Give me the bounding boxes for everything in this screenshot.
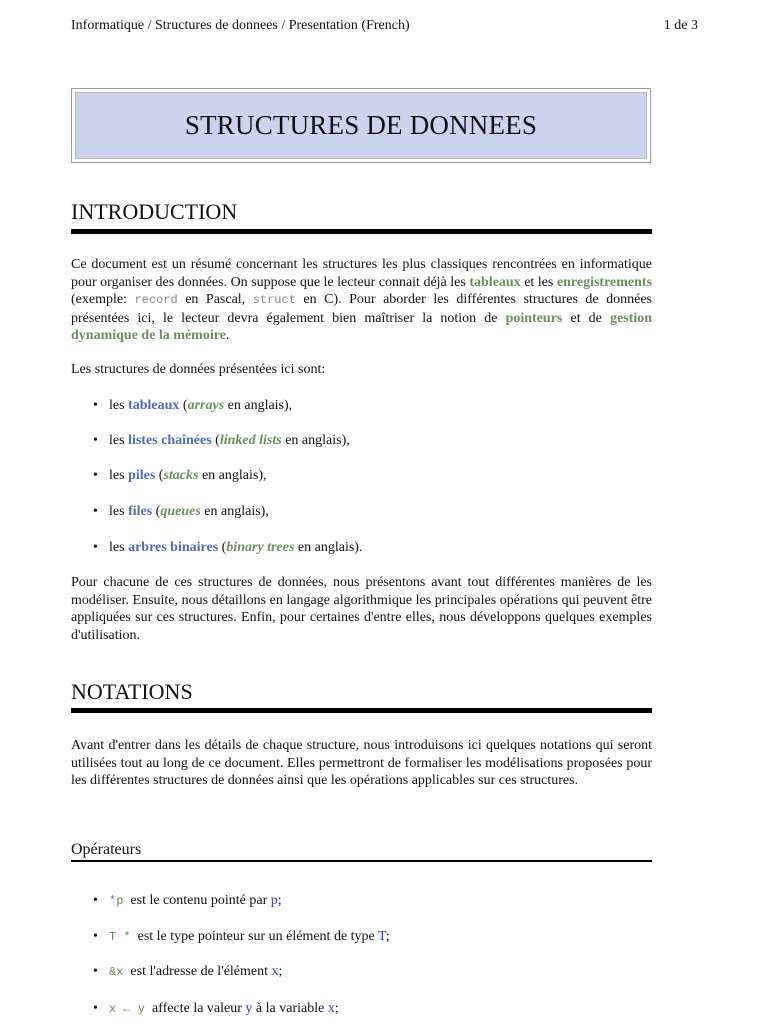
keyword-tableaux: tableaux	[469, 274, 521, 290]
text: en anglais).	[294, 540, 363, 555]
text: (	[155, 468, 164, 483]
text: est le contenu pointé par	[130, 893, 271, 908]
text: ;	[278, 964, 283, 979]
keyword-pointeurs: pointeurs	[505, 310, 563, 326]
list-item	[93, 539, 362, 557]
english-term: queues	[160, 504, 201, 519]
keyword-enregistrements: enregistrements	[556, 274, 653, 290]
text: en anglais),	[198, 468, 267, 483]
english-term: stacks	[163, 468, 199, 483]
structures-intro: Les structures de données présentées ici sont:	[71, 362, 326, 377]
operator-code: *p	[109, 894, 124, 908]
code-record: record	[134, 293, 178, 307]
variable: p	[270, 893, 278, 908]
text: (	[152, 504, 161, 519]
code-struct: struct	[252, 293, 296, 307]
notations-paragraph: Avant d'entrer dans les détails de chaque structure, nous introduisons ici quelques notations qui seront utilisées tout au long de ce document. Elles permettront de formaliser les modélisations proposées pour les différentes structures de données ainsi que les opérations applicables sur ces structures.	[71, 738, 652, 788]
text: les	[109, 540, 129, 555]
text: ;	[277, 893, 282, 908]
operator-code: T *	[109, 930, 131, 944]
structure-name[interactable]: arbres binaires	[128, 540, 219, 555]
subsection-rule	[71, 860, 652, 862]
operator-code: &x	[109, 965, 124, 979]
title-box	[71, 88, 651, 163]
section-rule	[71, 229, 652, 234]
text: est le type pointeur sur un élément de type	[137, 929, 379, 944]
bullet-icon: •	[93, 398, 98, 413]
variable: y	[245, 1001, 253, 1016]
text: (exemple:	[71, 292, 135, 307]
variable: x	[327, 1001, 335, 1016]
text: en anglais),	[200, 504, 269, 519]
text: en C). Pour aborder les différentes structures de données présentées ici, le lecteur devra également bien maîtriser la notion de	[71, 292, 652, 326]
text: ;	[334, 1001, 339, 1016]
operator-item	[93, 1000, 339, 1018]
text: et de	[562, 310, 610, 326]
bullet-icon: •	[93, 468, 98, 483]
text: (	[179, 398, 188, 413]
operator-item	[93, 963, 282, 981]
text: et les	[520, 274, 557, 290]
text: à la variable	[252, 1001, 328, 1016]
text: .	[225, 328, 230, 343]
breadcrumb: Informatique / Structures de donnees / Presentation (French)	[71, 18, 410, 33]
bullet-icon: •	[93, 540, 98, 555]
text: les	[109, 504, 129, 519]
english-term: linked lists	[219, 433, 282, 448]
page-indicator: 1 de 3	[663, 18, 698, 33]
intro-closing-paragraph: Pour chacune de ces structures de données, nous présentons avant tout différentes manières de les modéliser. Ensuite, nous détaillons en langage algorithmique les principales opérations qui peuvent être appliquées sur ces structures. Enfin, pour certaines d'entre elles, nous développons quelques exemples d'utilisation.	[71, 575, 652, 643]
bullet-icon: •	[93, 929, 98, 944]
text: (	[211, 433, 220, 448]
text: ;	[385, 929, 390, 944]
section-heading-notations: NOTATIONS	[71, 679, 193, 704]
page-title: STRUCTURES DE DONNEES	[75, 92, 647, 159]
list-item	[93, 397, 292, 415]
structure-name[interactable]: listes chaînées	[128, 433, 212, 448]
text: les	[109, 433, 129, 448]
section-heading-introduction: INTRODUCTION	[71, 199, 238, 224]
text: en anglais),	[224, 398, 293, 413]
text: Ce document est un résumé concernant les structures les plus classiques rencontrées en informatique pour organiser des données. On suppose que le lecteur connait déjà les	[71, 257, 652, 290]
text: en Pascal,	[177, 292, 253, 307]
operator-item	[93, 892, 282, 910]
text: (	[218, 540, 227, 555]
bullet-icon: •	[93, 893, 98, 908]
variable: T	[378, 929, 386, 944]
operator-item	[93, 928, 390, 946]
bullet-icon: •	[93, 964, 98, 979]
list-item	[93, 503, 269, 521]
text: est l'adresse de l'élément	[130, 964, 272, 979]
intro-paragraph	[71, 256, 652, 345]
english-term: binary trees	[226, 540, 295, 555]
text: les	[109, 468, 129, 483]
structure-name[interactable]: tableaux	[128, 398, 180, 413]
bullet-icon: •	[93, 1001, 98, 1016]
bullet-icon: •	[93, 433, 98, 448]
text: affecte la valeur	[152, 1001, 246, 1016]
text: les	[109, 398, 129, 413]
variable: x	[271, 964, 279, 979]
section-rule	[71, 708, 652, 713]
keyword-gestion-memoire: gestion dynamique de la mémoire	[71, 310, 652, 343]
subsection-heading-operateurs: Opérateurs	[71, 841, 142, 858]
text: en anglais),	[281, 433, 350, 448]
english-term: arrays	[187, 398, 225, 413]
operator-code: x ← y	[109, 1002, 146, 1016]
bullet-icon: •	[93, 504, 98, 519]
list-item	[93, 432, 350, 450]
structure-name[interactable]: files	[128, 504, 153, 519]
structure-name[interactable]: piles	[128, 468, 156, 483]
list-item	[93, 467, 267, 485]
